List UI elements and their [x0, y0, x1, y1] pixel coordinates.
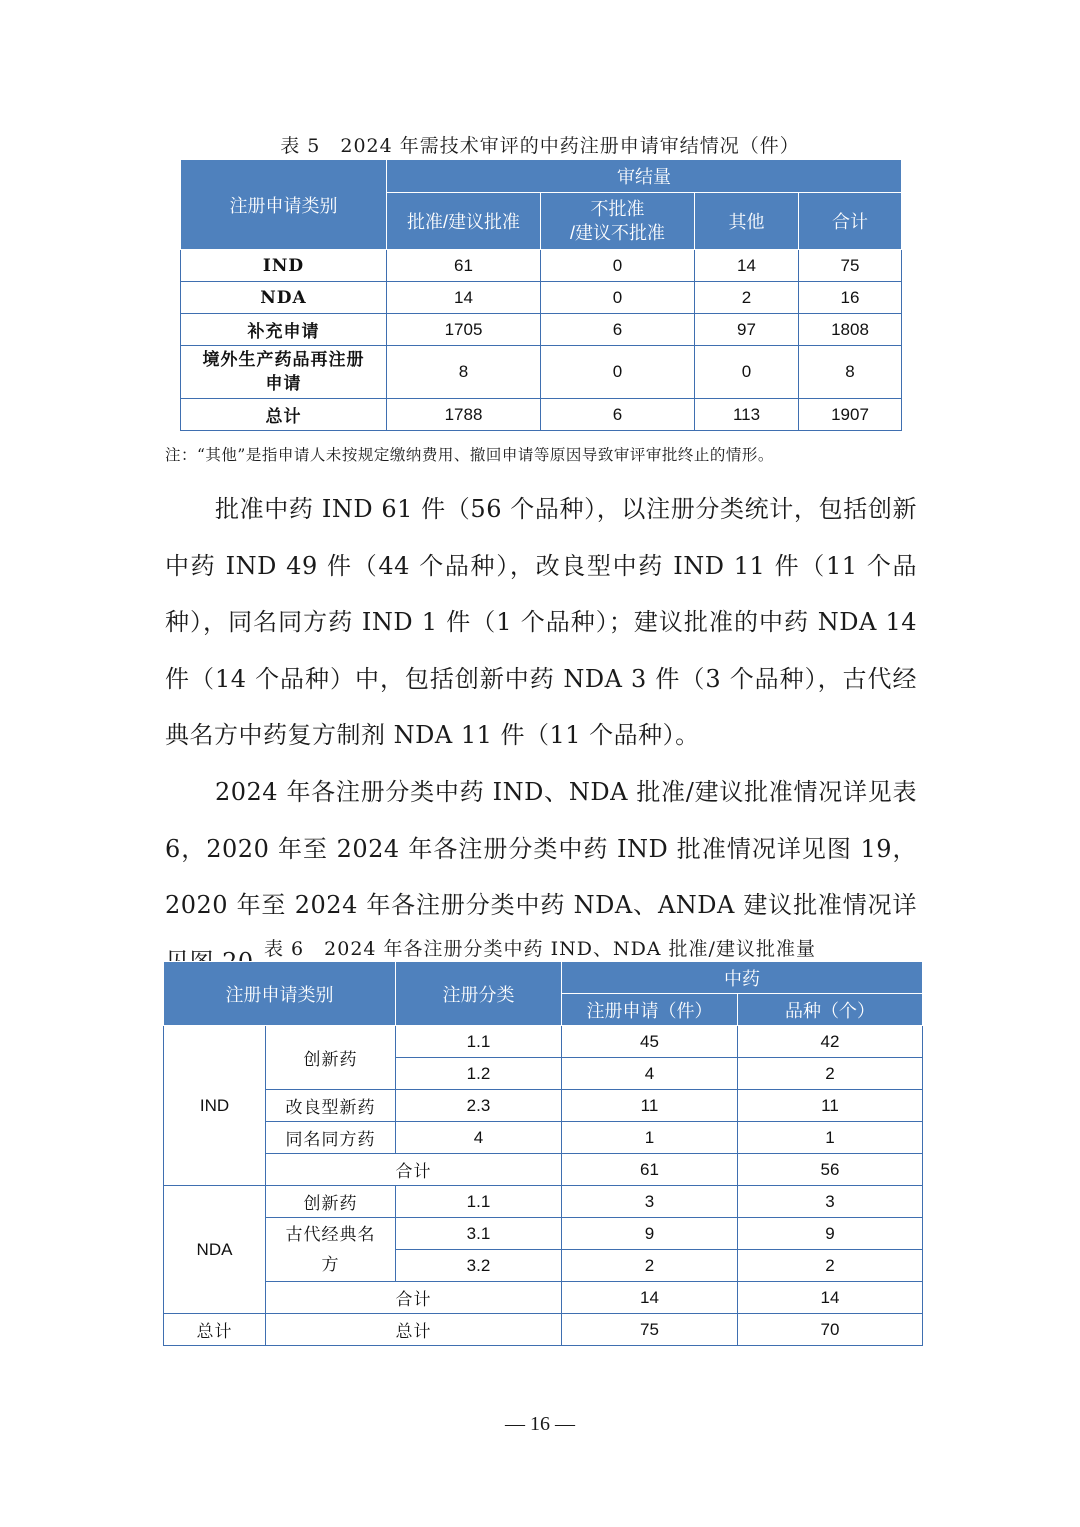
table-row	[164, 1186, 923, 1218]
nda-classic-label	[266, 1218, 396, 1282]
t6-header-category: 注册申请类别	[164, 962, 396, 1026]
row-label	[181, 346, 387, 399]
cell-class: 1.1	[396, 1026, 562, 1058]
row-label: 总计	[181, 399, 387, 431]
cell-rejected: 0	[541, 282, 695, 314]
table5-note: 注：“其他”是指申请人未按规定缴纳费用、撤回申请等原因导致审评审批终止的情形。	[165, 446, 774, 464]
table-row	[164, 1282, 923, 1314]
grand-total-vars: 70	[738, 1314, 923, 1346]
t5-header-category: 注册申请类别	[181, 160, 387, 250]
table-row	[164, 1218, 923, 1250]
table-row	[181, 314, 902, 346]
cell-rejected: 6	[541, 314, 695, 346]
page-number: — 16 —	[505, 1413, 575, 1435]
cell-other: 14	[695, 250, 799, 282]
t5-header-rejected	[541, 193, 695, 250]
cell-total: 16	[799, 282, 902, 314]
t5-header-other: 其他	[695, 193, 799, 250]
t6-header-class: 注册分类	[396, 962, 562, 1026]
cell-vars: 9	[738, 1218, 923, 1250]
cell-vars: 42	[738, 1026, 923, 1058]
cell-approved: 14	[387, 282, 541, 314]
cell-vars: 3	[738, 1186, 923, 1218]
table-row	[164, 1090, 923, 1122]
grand-total-apps: 75	[562, 1314, 738, 1346]
ind-subtotal-label: 合计	[266, 1154, 562, 1186]
cell-approved: 61	[387, 250, 541, 282]
table-row	[181, 282, 902, 314]
ind-subtotal-apps: 61	[562, 1154, 738, 1186]
cell-class: 2.3	[396, 1090, 562, 1122]
cell-other: 97	[695, 314, 799, 346]
cell-apps: 4	[562, 1058, 738, 1090]
t5-header-total: 合计	[799, 193, 902, 250]
cell-other: 2	[695, 282, 799, 314]
table-row	[164, 1154, 923, 1186]
cell-apps: 11	[562, 1090, 738, 1122]
nda-classic-line2: 方	[321, 1254, 340, 1275]
table-row	[181, 250, 902, 282]
cell-apps: 45	[562, 1026, 738, 1058]
table6-caption: 表 6 2024 年各注册分类中药 IND、NDA 批准/建议批准量	[264, 938, 816, 960]
cell-total: 1808	[799, 314, 902, 346]
cell-approved: 1705	[387, 314, 541, 346]
cell-approved: 8	[387, 346, 541, 399]
cell-class: 1.1	[396, 1186, 562, 1218]
row-label: NDA	[181, 282, 387, 314]
cell-total: 1907	[799, 399, 902, 431]
cell-class: 3.1	[396, 1218, 562, 1250]
cell-apps: 9	[562, 1218, 738, 1250]
table-row	[181, 346, 902, 399]
table-row	[164, 1314, 923, 1346]
cell-vars: 2	[738, 1250, 923, 1282]
paragraph-1: 批准中药 IND 61 件（56 个品种），以注册分类统计，包括创新中药 IND 49 件（44 个品种），改良型中药 IND 11 件（11 个品种），同名同方药 IND 1 件（1 个品种）；建议批准的中药 NDA 14 件（14 个品种）中，包括创新中药 NDA 3 件（3 个品种），古代经典名方中药复方制剂 NDA 11 件（11 个品种）。	[165, 495, 917, 749]
cell-apps: 1	[562, 1122, 738, 1154]
table-row	[181, 399, 902, 431]
row-label: 补充申请	[181, 314, 387, 346]
row-label: IND	[181, 250, 387, 282]
ind-improved-label: 改良型新药	[266, 1090, 396, 1122]
cell-rejected: 0	[541, 250, 695, 282]
nda-subtotal-apps: 14	[562, 1282, 738, 1314]
ind-label: IND	[164, 1026, 266, 1186]
cell-apps: 2	[562, 1250, 738, 1282]
t6-header-group: 中药	[562, 962, 923, 994]
ind-innovative-label: 创新药	[266, 1026, 396, 1090]
row-label-line1: 境外生产药品再注册	[202, 350, 365, 370]
cell-vars: 2	[738, 1058, 923, 1090]
table6	[163, 961, 923, 1346]
cell-approved: 1788	[387, 399, 541, 431]
table-row	[164, 1122, 923, 1154]
cell-total: 75	[799, 250, 902, 282]
cell-other: 113	[695, 399, 799, 431]
t5-header-approved: 批准/建议批准	[387, 193, 541, 250]
ind-subtotal-vars: 56	[738, 1154, 923, 1186]
t5-header-rejected-line1: 不批准	[590, 199, 645, 219]
paragraph-2: 2024 年各注册分类中药 IND、NDA 批准/建议批准情况详见表 6，2020 年至 2024 年各注册分类中药 IND 批准情况详见图 19，2020 年至 2024 年各注册分类中药 NDA、ANDA 建议批准情况详	[165, 778, 917, 919]
cell-class: 4	[396, 1122, 562, 1154]
cell-vars: 11	[738, 1090, 923, 1122]
nda-innovative-label: 创新药	[266, 1186, 396, 1218]
cell-class: 3.2	[396, 1250, 562, 1282]
nda-classic-line1: 古代经典名	[285, 1224, 376, 1245]
ind-same-name-label: 同名同方药	[266, 1122, 396, 1154]
cell-rejected: 0	[541, 346, 695, 399]
grand-total-label: 总计	[164, 1314, 266, 1346]
t6-header-varieties: 品种（个）	[738, 994, 923, 1026]
cell-vars: 1	[738, 1122, 923, 1154]
cell-other: 0	[695, 346, 799, 399]
t5-header-group: 审结量	[387, 160, 902, 193]
cell-class: 1.2	[396, 1058, 562, 1090]
grand-total-label-2: 总计	[266, 1314, 562, 1346]
row-label-line2: 申请	[265, 374, 302, 394]
table-row	[164, 1026, 923, 1058]
nda-label: NDA	[164, 1186, 266, 1314]
nda-subtotal-label: 合计	[266, 1282, 562, 1314]
table5-caption: 表 5 2024 年需技术审评的中药注册申请审结情况（件）	[280, 135, 800, 157]
nda-subtotal-vars: 14	[738, 1282, 923, 1314]
cell-total: 8	[799, 346, 902, 399]
cell-rejected: 6	[541, 399, 695, 431]
t5-header-rejected-line2: /建议不批准	[569, 223, 665, 243]
t6-header-applications: 注册申请（件）	[562, 994, 738, 1026]
table5	[180, 159, 902, 431]
cell-apps: 3	[562, 1186, 738, 1218]
